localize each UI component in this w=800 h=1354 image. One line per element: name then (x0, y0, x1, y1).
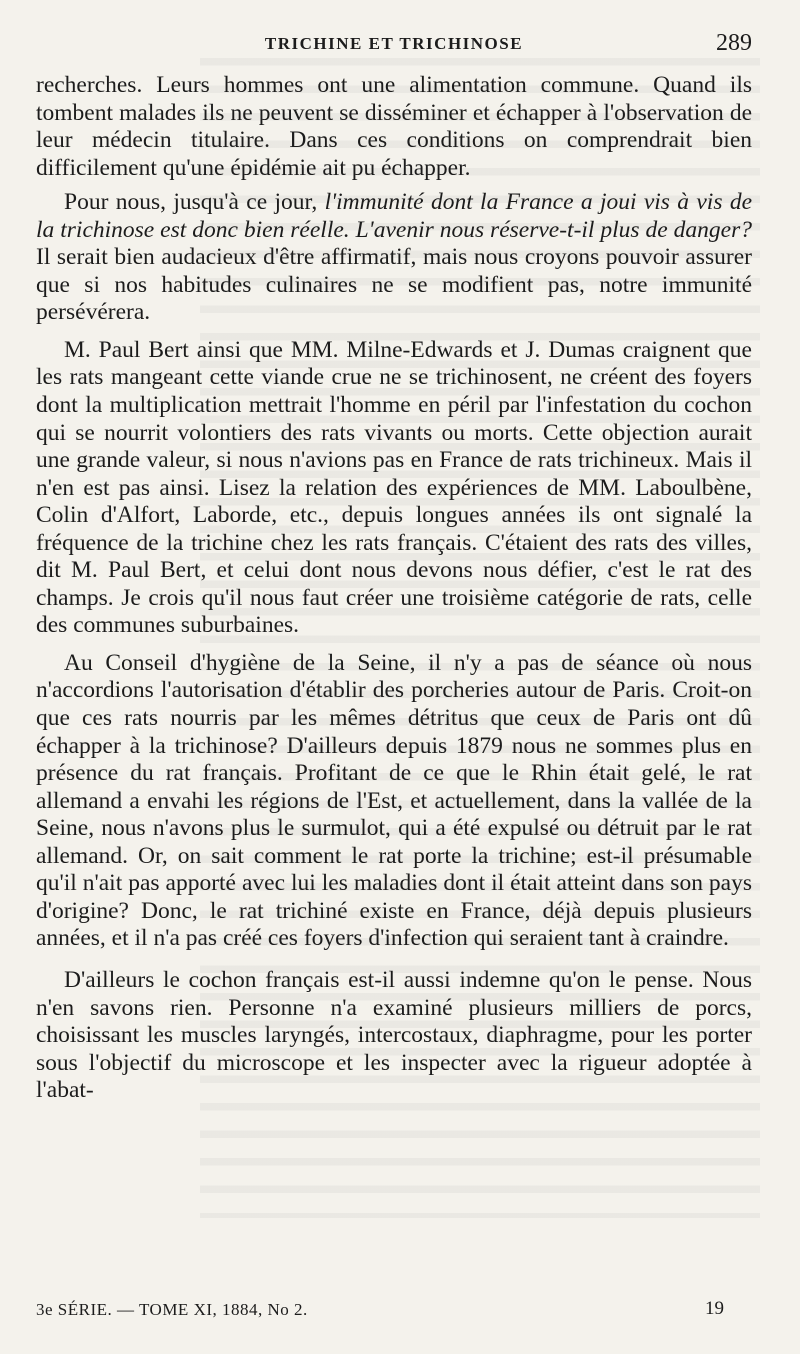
page-number: 289 (716, 30, 752, 56)
paragraph-2-italic: l'immunité dont la France a joui vis à vis de la trichinose est donc bien réelle. L'avenir nous réserve-t-il plus de danger? (36, 189, 752, 243)
paragraph-4: Au Conseil d'hygiène de la Seine, il n'y a pas de séance où nous n'accordions l'autorisation d'établir des porcheries autour de Paris. Croit-on que ces rats nourris par les mêmes détritus que ceux de Paris ont dû échapper à la trichinose? D'ailleurs depuis 1879 nous ne sommes plus en présence du rat français. Profitant de ce que le Rhin était gelé, le rat allemand a envahi les régions de l'Est, et actuellement, dans la vallée de la Seine, nous n'avons plus le surmulot, qui a été expulsé ou détruit par le rat allemand. Or, on sait comment le rat porte la trichine; est-il présumable qu'il n'ait pas apporté avec lui les maladies dont il était atteint dans son pays d'origine? Donc, le rat trichiné existe en France, déjà depuis plusieurs années, et il n'a pas créé ces foyers d'infection qui seraient tant à craindre. (36, 649, 752, 952)
series-signature: 3e SÉRIE. — TOME XI, 1884, No 2. (36, 1300, 308, 1319)
paragraph-5: D'ailleurs le cochon français est-il aussi indemne qu'on le pense. Nous n'en savons rien. Personne n'a examiné plusieurs milliers de porcs, choisissant les muscles laryngés, intercostaux, diaphragme, pour les porter sous l'objectif du microscope et les inspecter avec la rigueur adoptée à l'abat- (36, 966, 752, 1104)
page-header (36, 30, 752, 66)
paragraph-1: recherches. Leurs hommes ont une alimentation commune. Quand ils tombent malades ils ne peuvent se disséminer et échapper à l'observation de leur médecin titulaire. Dans ces conditions on comprendrait bien difficilement qu'une épidémie ait pu échapper. (36, 72, 752, 181)
paragraph-2-text-end: Il serait bien audacieux d'être affirmatif, mais nous croyons pouvoir assurer que si nos habitudes culinaires ne se modifient pas, notre immunité persévérera. (36, 244, 752, 326)
paragraph-2-text-start: Pour nous, jusqu'à ce jour, (64, 189, 325, 216)
paragraph-3: M. Paul Bert ainsi que MM. Milne-Edwards et J. Dumas craignent que les rats mangeant cette viande crue ne se trichinosent, ne créent des foyers dont la multiplication mettrait l'homme en péril par l'infestation du cochon qui se nourrit volontiers des rats vivants ou morts. Cette objection aurait une grande valeur, si nous n'avions pas en France de rats trichineux. Mais il n'en est pas ainsi. Lisez la relation des expériences de MM. Laboulbène, Colin d'Alfort, Laborde, etc., depuis longues années ils ont signalé la fréquence de la trichine chez les rats français. C'étaient des rats des villes, dit M. Paul Bert, et celui dont nous devons nous défier, c'est le rat des champs. Je crois qu'il nous faut créer une troisième catégorie de rats, celle des communes suburbaines. (36, 336, 752, 639)
body-text (36, 72, 752, 1105)
paragraph-2 (36, 189, 752, 327)
page-footer (36, 1300, 724, 1324)
signature-mark: 19 (705, 1298, 724, 1319)
running-title: TRICHINE ET TRICHINOSE (264, 34, 524, 53)
